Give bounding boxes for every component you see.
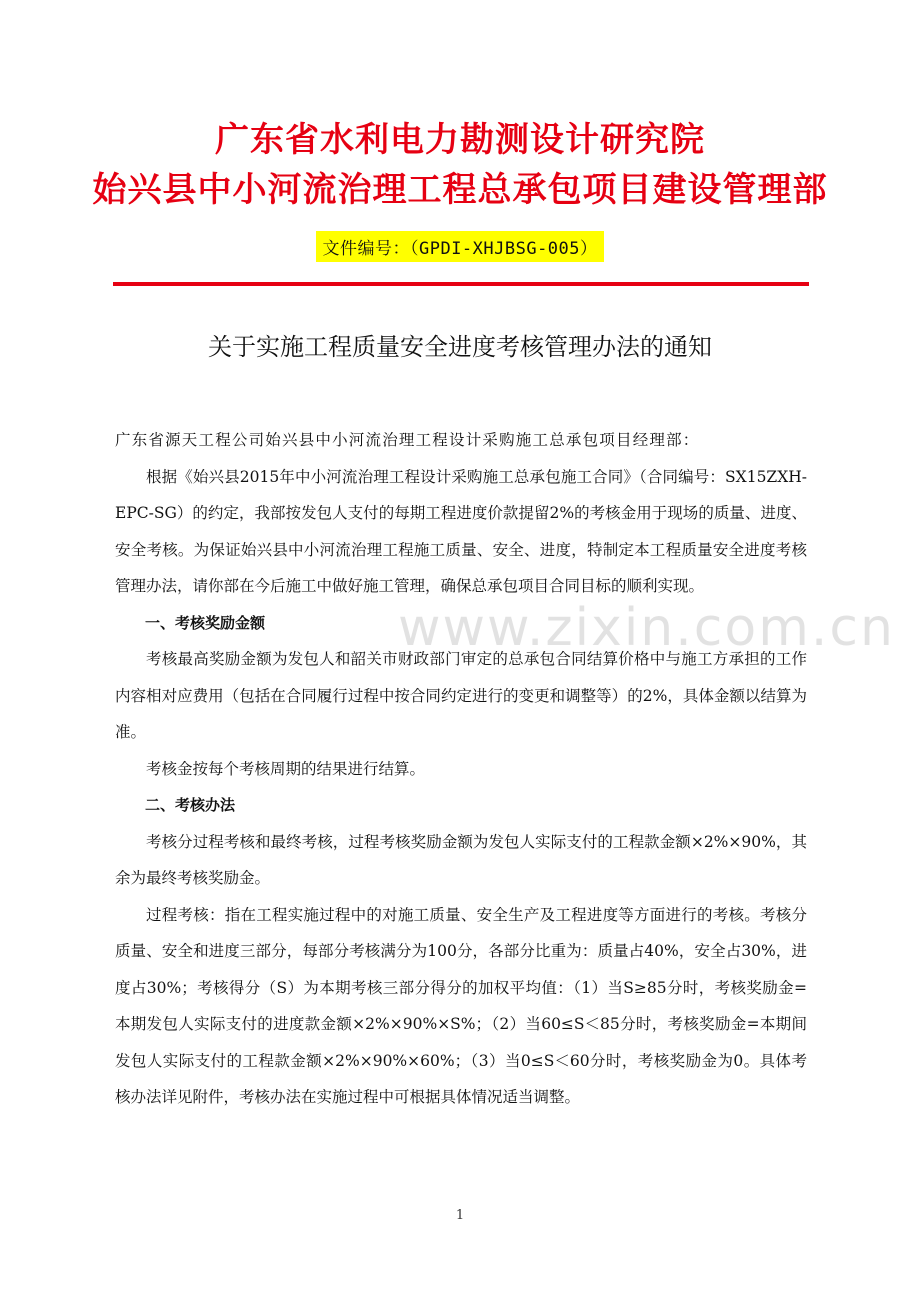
reward-amount-paragraph: 考核最高奖励金额为发包人和韶关市财政部门审定的总承包合同结算价格中与施工方承担的工作内容相对应费用（包括在合同履行过程中按合同约定进行的变更和调整等）的2%，具体金额以结算为准。: [115, 650, 807, 741]
settlement-paragraph: 考核金按每个考核周期的结果进行结算。: [146, 759, 426, 778]
process-assessment-paragraph: 过程考核：指在工程实施过程中的对施工质量、安全生产及工程进度等方面进行的考核。考核分质量、安全和进度三部分，每部分考核满分为100分，各部分比重为：质量占40%，安全占30%，进度占30%；考核得分（S）为本期考核三部分得分的加权平均值：（1）当S≥85分时，考核奖励金=本期发包人实际支付的进度款金额×2%×90%×S%；（2）当60≤S＜85分时，考核奖励金=本期间发包人实际支付的工程款金额×2%×90%×60%；（3）当0≤S＜60分时，考核奖励金为0。具体考核办法详见附件，考核办法在实施过程中可根据具体情况适当调整。: [115, 905, 807, 1106]
organization-name: 广东省水利电力勘测设计研究院: [215, 120, 705, 160]
notice-title: 关于实施工程质量安全进度考核管理办法的通知: [208, 333, 712, 361]
doc-number-row: [0, 231, 920, 262]
section-heading-reward-amount: 一、考核奖励金额: [145, 613, 266, 632]
page-number: 1: [455, 1208, 465, 1223]
intro-paragraph: 根据《始兴县2015年中小河流治理工程设计采购施工总承包施工合同》（合同编号：SX15ZXH-EPC-SG）的约定，我部按发包人支付的每期工程进度价款提留2%的考核金用于现场的质量、进度、安全考核。为保证始兴县中小河流治理工程施工质量、安全、进度，特制定本工程质量安全进度考核管理办法，请你部在今后施工中做好施工管理，确保总承包项目合同目标的顺利实现。: [115, 467, 807, 595]
assessment-types-paragraph: 考核分过程考核和最终考核，过程考核奖励金额为发包人实际支付的工程款金额×2%×90%，其余为最终考核奖励金。: [115, 832, 807, 887]
department-name: 始兴县中小河流治理工程总承包项目建设管理部: [92, 170, 828, 210]
doc-number: 文件编号：（GPDI-XHJBSG-005）: [316, 231, 603, 262]
red-divider: [113, 282, 809, 286]
section-heading-assessment-method: 二、考核办法: [145, 796, 236, 814]
body-text: [115, 422, 807, 1116]
salutation: 广东省源天工程公司始兴县中小河流治理工程设计采购施工总承包项目经理部：: [115, 431, 700, 449]
watermark: www.zixin.com.cn: [398, 598, 895, 658]
